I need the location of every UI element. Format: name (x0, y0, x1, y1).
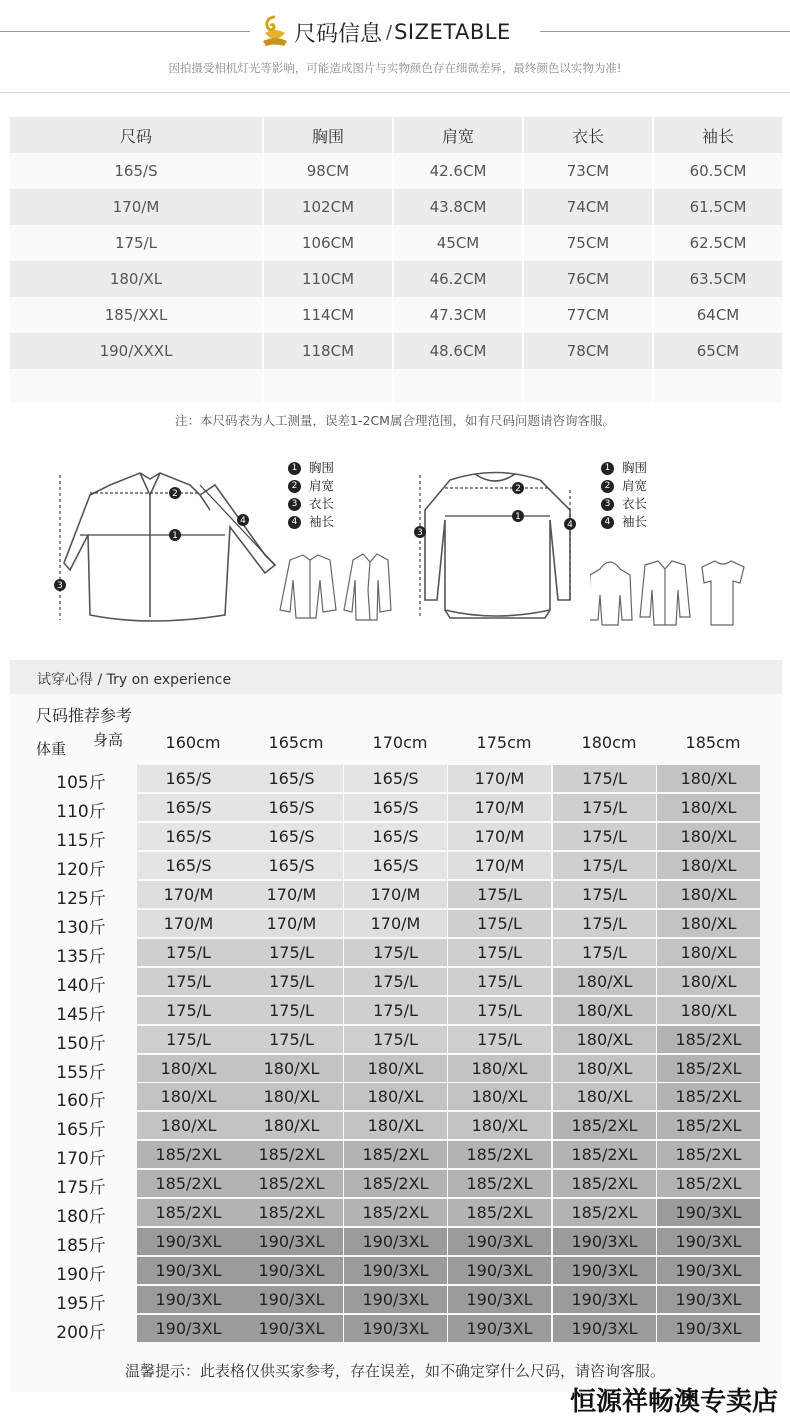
height-header: 180cm (581, 733, 637, 752)
table-cell: 60.5CM (689, 162, 747, 180)
marker-label: 4 (567, 520, 573, 530)
recommend-cell: 165/S (240, 823, 343, 850)
recommend-cell: 165/S (240, 765, 343, 792)
recommend-cell: 165/S (137, 794, 240, 821)
legend-label: 袖长 (622, 514, 648, 529)
knit-thumbnails (590, 555, 745, 627)
recommend-cell: 180/XL (657, 823, 760, 850)
recommend-cell: 185/2XL (344, 1170, 447, 1197)
recommend-cell: 175/L (448, 939, 551, 966)
table-cell: 180/XL (10, 261, 264, 297)
recommend-cell: 180/XL (448, 1055, 551, 1082)
recommend-cell: 185/2XL (448, 1141, 551, 1168)
weight-label: 105斤 (56, 773, 106, 793)
legend-num: 4 (601, 516, 614, 529)
col-header: 肩宽 (394, 117, 524, 153)
recommend-cell: 180/XL (448, 1083, 551, 1110)
table-cell: 73CM (524, 153, 654, 189)
title-en: SIZETABLE (394, 20, 511, 44)
store-name: 恒源祥畅澳专卖店 (569, 1387, 778, 1417)
legend-item (601, 477, 647, 495)
corner-weight-label: 体重 (36, 740, 67, 758)
legend-num: 2 (288, 480, 301, 493)
table-row (10, 333, 782, 369)
recommend-cell: 190/3XL (344, 1257, 447, 1284)
table-row (10, 261, 782, 297)
table-row (10, 297, 782, 333)
header-line-left (0, 31, 250, 32)
legend-item (288, 513, 334, 531)
recommend-cell: 180/XL (553, 968, 656, 995)
recommend-cell: 185/2XL (553, 1170, 656, 1197)
recommend-cell: 190/3XL (344, 1315, 447, 1342)
table-cell: 63.5CM (689, 270, 747, 288)
legend-num: 4 (288, 516, 301, 529)
legend-item (288, 477, 334, 495)
legend-item (288, 495, 334, 513)
recommend-cell: 190/3XL (448, 1228, 551, 1255)
recommend-cell: 190/3XL (448, 1315, 551, 1342)
weight-label: 190斤 (56, 1265, 106, 1286)
recommend-cell: 170/M (240, 881, 343, 908)
recommend-cell: 170/M (240, 910, 343, 937)
recommend-cell: 190/3XL (448, 1286, 551, 1313)
recommend-cell: 165/S (344, 794, 447, 821)
recommend-cell: 165/S (344, 823, 447, 850)
legend-label: 袖长 (309, 514, 335, 529)
weight-label: 135斤 (56, 946, 106, 967)
weight-label: 200斤 (56, 1323, 106, 1344)
recommend-cell: 180/XL (137, 1055, 240, 1082)
title-zh: 尺码信息 (294, 21, 383, 47)
recommend-cell: 185/2XL (344, 1141, 447, 1168)
measurement-note: 注：本尺码表为人工测量，误差1-2CM属合理范围，如有尺码问题请咨询客服。 (175, 413, 615, 428)
recommend-cell: 190/3XL (137, 1228, 240, 1255)
recommend-cell: 175/L (553, 765, 656, 792)
recommend-cell: 190/3XL (553, 1315, 656, 1342)
legend-num: 3 (601, 498, 614, 511)
recommend-cell: 180/XL (657, 852, 760, 879)
table-row-empty (10, 369, 782, 403)
recommend-cell: 190/3XL (448, 1257, 551, 1284)
table-cell: 48.6CM (394, 333, 524, 369)
recommend-cell: 185/2XL (240, 1170, 343, 1197)
weight-label: 145斤 (56, 1004, 106, 1025)
weight-label: 165斤 (56, 1120, 106, 1141)
legend-label: 胸围 (309, 460, 335, 475)
sweater-measure-diagram (410, 460, 585, 630)
table-cell: 170/M (10, 189, 264, 225)
table-cell: 185/XXL (10, 297, 264, 333)
jacket-thumbnails (278, 550, 393, 625)
recommend-cell: 185/2XL (448, 1170, 551, 1197)
recommend-cell: 175/L (240, 997, 343, 1024)
recommend-cell: 190/3XL (657, 1315, 760, 1342)
recommend-cell: 175/L (240, 939, 343, 966)
recommend-cell: 190/3XL (240, 1315, 343, 1342)
table-row (10, 225, 782, 261)
recommend-cell: 185/2XL (240, 1141, 343, 1168)
recommend-cell: 165/S (137, 852, 240, 879)
recommend-cell: 165/S (344, 852, 447, 879)
recommend-cell: 165/S (137, 765, 240, 792)
table-cell: 114CM (264, 297, 394, 333)
weight-label: 115斤 (56, 830, 106, 851)
legend-num: 3 (288, 498, 301, 511)
weight-label: 120斤 (56, 859, 106, 880)
recommend-cell: 190/3XL (553, 1257, 656, 1284)
recommend-cell: 190/3XL (657, 1286, 760, 1313)
recommend-cell: 170/M (137, 910, 240, 937)
recommend-cell: 175/L (240, 1026, 343, 1053)
recommend-cell: 175/L (137, 997, 240, 1024)
col-header: 衣长 (524, 117, 654, 153)
table-cell: 76CM (524, 261, 654, 297)
height-header: 160cm (165, 733, 221, 752)
table-cell: 61.5CM (689, 198, 747, 216)
recommend-cell: 180/XL (657, 910, 760, 937)
col-header: 袖长 (701, 126, 734, 146)
page-title (260, 14, 560, 50)
height-header: 175cm (476, 733, 532, 752)
recommend-cell: 175/L (137, 968, 240, 995)
recommend-cell: 180/XL (657, 881, 760, 908)
table-cell: 190/XXXL (10, 333, 264, 369)
table-row (10, 153, 782, 189)
recommend-cell: 175/L (344, 939, 447, 966)
recommend-cell: 175/L (240, 968, 343, 995)
legend-num: 2 (601, 480, 614, 493)
recommend-cell: 175/L (344, 997, 447, 1024)
recommend-cell: 185/2XL (657, 1141, 760, 1168)
table-cell: 165/S (10, 153, 264, 189)
recommend-cell: 180/XL (448, 1112, 551, 1139)
legend-num: 1 (288, 462, 301, 475)
table-cell: 110CM (264, 261, 394, 297)
table-cell: 106CM (264, 225, 394, 261)
recommend-cell: 180/XL (137, 1112, 240, 1139)
marker-label: 3 (417, 528, 423, 538)
recommend-cell: 190/3XL (657, 1228, 760, 1255)
recommend-cell: 175/L (553, 794, 656, 821)
weight-label: 110斤 (56, 801, 106, 822)
recommend-cell: 185/2XL (137, 1170, 240, 1197)
legend-label: 胸围 (622, 460, 648, 475)
recommend-cell: 170/M (448, 794, 551, 821)
table-cell: 77CM (524, 297, 654, 333)
recommend-cell: 185/2XL (657, 1083, 760, 1110)
weight-label: 180斤 (56, 1207, 106, 1228)
marker-label: 3 (57, 581, 63, 591)
table-row (10, 189, 782, 225)
recommend-cell: 185/2XL (657, 1170, 760, 1197)
recommend-cell: 175/L (448, 910, 551, 937)
weight-label: 160斤 (56, 1091, 106, 1112)
weight-label: 140斤 (56, 975, 106, 996)
table-cell: 175/L (10, 225, 264, 261)
shirt-legend (288, 459, 334, 531)
recommend-cell: 190/3XL (344, 1228, 447, 1255)
recommend-cell: 170/M (448, 765, 551, 792)
section-divider (0, 92, 790, 93)
recommend-cell: 175/L (448, 997, 551, 1024)
recommend-cell: 185/2XL (657, 1112, 760, 1139)
footer-tip: 温馨提示：此表格仅供买家参考，存在误差，如不确定穿什么尺码，请咨询客服。 (124, 1362, 665, 1380)
table-cell: 62.5CM (689, 234, 747, 252)
recommend-cell: 175/L (137, 1026, 240, 1053)
height-header: 185cm (685, 733, 741, 752)
table-cell: 78CM (524, 333, 654, 369)
color-disclaimer: 因拍摄受相机灯光等影响，可能造成图片与实物颜色存在细微差异，最终颜色以实物为准! (168, 61, 622, 75)
recommend-cell: 185/2XL (657, 1026, 760, 1053)
weight-label: 195斤 (56, 1294, 106, 1315)
table-cell: 74CM (524, 189, 654, 225)
sweater-legend (601, 459, 647, 531)
recommend-cell: 180/XL (657, 794, 760, 821)
table-cell: 118CM (264, 333, 394, 369)
recommend-cell: 165/S (240, 794, 343, 821)
recommend-cell: 185/2XL (137, 1141, 240, 1168)
recommend-cell: 180/XL (553, 997, 656, 1024)
recommend-cell: 185/2XL (240, 1199, 343, 1226)
col-header: 尺码 (10, 117, 264, 153)
table-cell (10, 369, 264, 403)
marker-label: 1 (515, 512, 521, 522)
marker-label: 4 (240, 516, 246, 526)
table-cell: 75CM (524, 225, 654, 261)
table-cell: 64CM (696, 306, 740, 324)
recommend-cell: 180/XL (344, 1112, 447, 1139)
recommend-cell: 180/XL (344, 1083, 447, 1110)
try-on-title: 试穿心得 / Try on experience (37, 672, 232, 688)
recommend-cell: 170/M (448, 852, 551, 879)
recommend-cell: 175/L (553, 939, 656, 966)
recommend-cell: 190/3XL (553, 1286, 656, 1313)
recommend-cell: 190/3XL (137, 1257, 240, 1284)
legend-label: 衣长 (622, 496, 648, 511)
recommend-cell: 180/XL (657, 968, 760, 995)
height-header: 165cm (268, 733, 324, 752)
recommend-cell: 170/M (344, 881, 447, 908)
weight-label: 170斤 (56, 1149, 106, 1170)
marker-label: 2 (515, 484, 521, 494)
recommend-cell: 180/XL (137, 1083, 240, 1110)
recommend-label: 尺码推荐参考 (36, 706, 133, 725)
marker-label: 1 (172, 531, 178, 541)
weight-label: 185斤 (56, 1236, 106, 1257)
weight-label: 150斤 (56, 1033, 106, 1054)
legend-item (601, 495, 647, 513)
recommend-cell: 180/XL (553, 1083, 656, 1110)
recommend-cell: 190/3XL (553, 1228, 656, 1255)
table-cell: 47.3CM (394, 297, 524, 333)
legend-item (601, 459, 647, 477)
recommend-cell: 180/XL (240, 1055, 343, 1082)
recommend-cell: 185/2XL (553, 1112, 656, 1139)
recommend-cell: 190/3XL (240, 1257, 343, 1284)
recommend-cell: 185/2XL (553, 1199, 656, 1226)
legend-item (601, 513, 647, 531)
title-separator: / (386, 21, 393, 43)
recommend-cell: 180/XL (240, 1112, 343, 1139)
recommend-cell: 175/L (553, 852, 656, 879)
recommend-cell: 190/3XL (137, 1315, 240, 1342)
recommend-cell: 185/2XL (344, 1199, 447, 1226)
weight-label: 175斤 (56, 1178, 106, 1199)
col-header: 胸围 (264, 117, 394, 153)
legend-label: 肩宽 (622, 478, 648, 493)
recommend-cell: 175/L (448, 881, 551, 908)
table-cell: 43.8CM (394, 189, 524, 225)
table-cell (394, 369, 524, 403)
shirt-measure-diagram (50, 455, 290, 635)
recommend-cell: 180/XL (344, 1055, 447, 1082)
recommend-cell: 180/XL (657, 997, 760, 1024)
table-cell (654, 369, 782, 403)
height-header: 170cm (372, 733, 428, 752)
recommend-cell: 190/3XL (240, 1228, 343, 1255)
header-line-right (540, 31, 790, 32)
recommend-cell: 175/L (344, 968, 447, 995)
marker-label: 2 (172, 489, 178, 499)
recommend-cell: 185/2XL (657, 1055, 760, 1082)
table-cell: 102CM (264, 189, 394, 225)
recommend-cell: 180/XL (657, 939, 760, 966)
recommend-cell: 175/L (448, 968, 551, 995)
recommend-cell: 185/2XL (448, 1199, 551, 1226)
size-table-header (10, 117, 782, 153)
recommend-cell: 165/S (344, 765, 447, 792)
recommend-cell: 175/L (448, 1026, 551, 1053)
weight-label: 155斤 (56, 1062, 106, 1083)
recommend-cell: 180/XL (657, 765, 760, 792)
recommend-cell: 190/3XL (657, 1257, 760, 1284)
recommend-cell: 190/3XL (240, 1286, 343, 1313)
recommend-cell: 185/2XL (137, 1199, 240, 1226)
recommend-cell: 165/S (240, 852, 343, 879)
corner-height-label: 身高 (93, 731, 124, 749)
recommend-cell: 170/M (448, 823, 551, 850)
recommend-cell: 170/M (137, 881, 240, 908)
recommend-cell: 165/S (137, 823, 240, 850)
recommend-cell: 185/2XL (553, 1141, 656, 1168)
recommend-cell: 190/3XL (344, 1286, 447, 1313)
table-cell: 46.2CM (394, 261, 524, 297)
recommend-cell: 175/L (553, 881, 656, 908)
recommend-cell: 175/L (553, 910, 656, 937)
weight-label: 125斤 (56, 888, 106, 909)
recommend-cell: 180/XL (553, 1055, 656, 1082)
table-cell: 98CM (264, 153, 394, 189)
recommend-cell: 190/3XL (137, 1286, 240, 1313)
table-cell (524, 369, 654, 403)
table-cell: 65CM (696, 342, 740, 360)
brand-logo-icon (260, 15, 290, 49)
table-cell: 45CM (394, 225, 524, 261)
recommend-cell: 175/L (137, 939, 240, 966)
recommend-cell: 190/3XL (657, 1199, 760, 1226)
legend-item (288, 459, 334, 477)
table-cell: 42.6CM (394, 153, 524, 189)
recommend-cell: 170/M (344, 910, 447, 937)
recommend-cell: 180/XL (240, 1083, 343, 1110)
legend-num: 1 (601, 462, 614, 475)
legend-label: 肩宽 (309, 478, 335, 493)
try-on-header (10, 660, 782, 694)
legend-label: 衣长 (309, 496, 335, 511)
weight-label: 130斤 (56, 917, 106, 938)
recommend-cell: 175/L (553, 823, 656, 850)
table-cell (264, 369, 394, 403)
recommend-cell: 180/XL (553, 1026, 656, 1053)
recommend-cell: 175/L (344, 1026, 447, 1053)
